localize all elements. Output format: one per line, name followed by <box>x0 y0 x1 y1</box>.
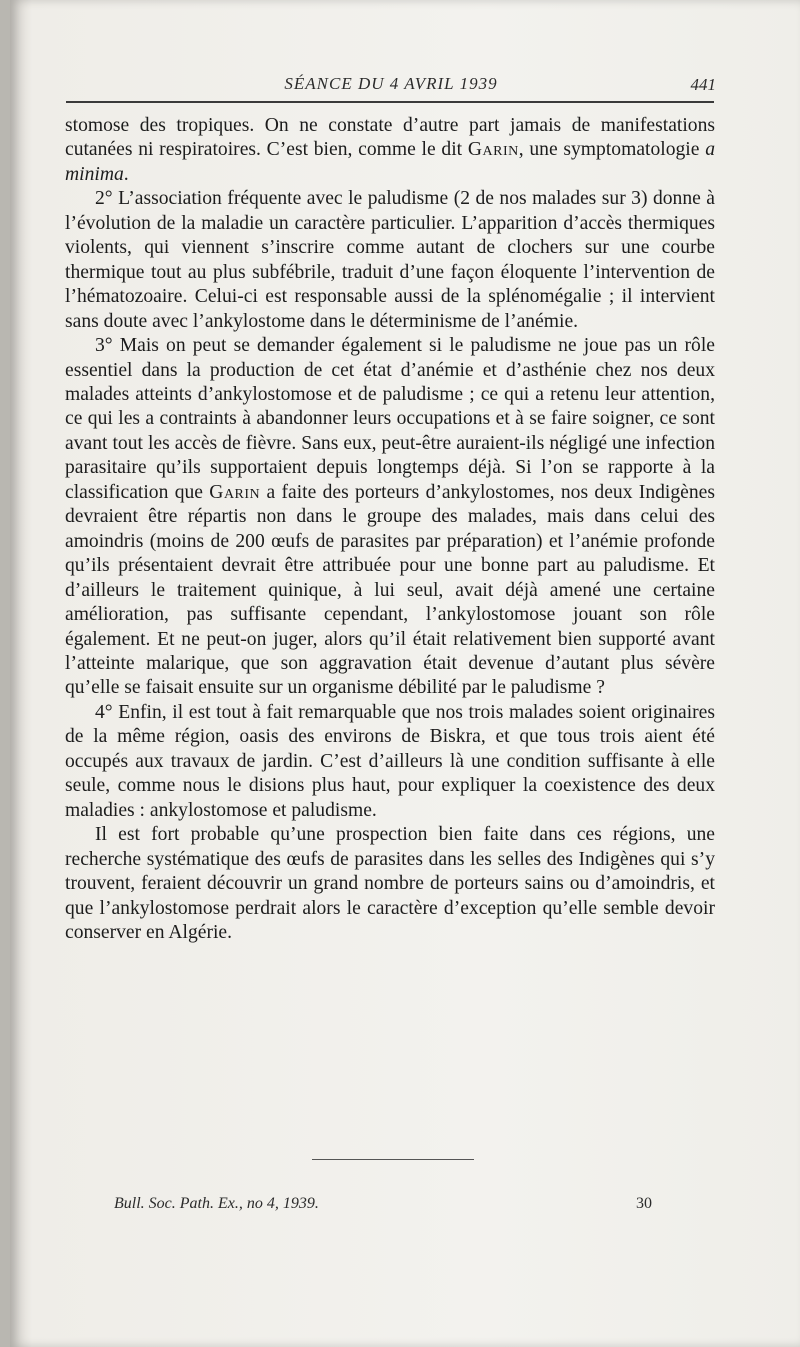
end-rule <box>312 1159 474 1160</box>
page-header <box>66 74 716 98</box>
paragraph-5: Il est fort probable qu’une prospection bien faite dans ces régions, une recherche systématique des œufs de parasites dans les selles des Indigènes qui s’y trouvent, feraient découvrir un grand nombre de porteurs sains ou d’amoindris, et que l’ankylostomose perdrait alors le caractère d’exception qu’elle semble devoir conserver en Algérie. <box>65 824 715 943</box>
paragraph-1-text-c: . <box>123 163 129 185</box>
page-footer <box>114 1195 664 1213</box>
paragraph-1-text-a: stomose des tropiques. On ne constate d’autre part jamais de manifestations cutanées ni respiratoires. C’est bien, comme le dit <box>65 115 715 161</box>
journal-citation: Bull. Soc. Path. Ex., no 4, 1939. <box>114 1195 319 1212</box>
book-page <box>10 0 800 1347</box>
header-rule <box>66 101 714 103</box>
signature-mark: 30 <box>636 1195 652 1212</box>
page-number: 441 <box>690 75 716 94</box>
paragraph-3 <box>65 334 715 701</box>
body-text <box>65 114 715 945</box>
running-title: SÉANCE DU 4 AVRIL 1939 <box>284 74 498 93</box>
paragraph-1 <box>65 114 715 187</box>
author-name: Garin <box>467 139 519 161</box>
paragraph-3-text-a: 3° Mais on peut se demander également si le paludisme ne joue pas un rôle essentiel dans la production de cet état d’anémie et d’asthénie chez nos deux malades atteints d’ankylostomose et de paludisme ; ce qui a retenu leur attention, ce qui les a contraints à abandonner leurs occupations et à se faire soigner, ce sont avant tout les accès de fièvre. Sans eux, peut-être auraient-ils négligé une infection parasitaire qu’ils supportaient depuis longtemps déjà. Si l’on se rapporte à la classification que <box>65 335 715 503</box>
emphasis-text: a minima <box>65 139 715 185</box>
paragraph-4: 4° Enfin, il est tout à fait remarquable que nos trois malades soient originaires de la même région, oasis des environs de Biskra, et que tous trois aient été occupés aux travaux de jardin. C’est d’ailleurs là une condition suffisante à elle seule, comme nous le disions plus haut, pour expliquer la coexistence des deux maladies : ankylostomose et paludisme. <box>65 701 715 821</box>
author-name: Garin <box>209 481 261 503</box>
paragraph-1-text-b: , une symptomatologie <box>518 139 706 161</box>
paragraph-2: 2° L’association fréquente avec le paludisme (2 de nos malades sur 3) donne à l’évolution de la maladie un caractère particulier. L’apparition d’accès thermiques violents, qui viennent s’inscrire comme autant de clochers sur une courbe thermique tout au plus subfébrile, traduit d’une façon éloquente l’intervention de l’hématozoaire. Celui-ci est responsable aussi de la splénomégalie ; il intervient sans doute avec l’ankylostome dans le déterminisme de l’anémie. <box>65 188 715 332</box>
paragraph-3-text-b: a faite des porteurs d’ankylostomes, nos deux Indigènes devraient être répartis non dans le groupe des malades, mais dans celui des amoindris (moins de 200 œufs de parasites par préparation) et l’anémie profonde qu’ils présentaient devrait être attribuée pour une bonne part au paludisme. Et d’ailleurs le traitement quinique, à lui seul, avait déjà amené une certaine amélioration, pas suffisante cependant, l’ankylostomose jouant son rôle également. Et ne peut-on juger, alors qu’il était relativement bien supporté avant l’atteinte malarique, que son aggravation était devenue d’autant plus sévère qu’elle se faisait ensuite sur un organisme débilité par le paludisme ? <box>65 481 715 699</box>
